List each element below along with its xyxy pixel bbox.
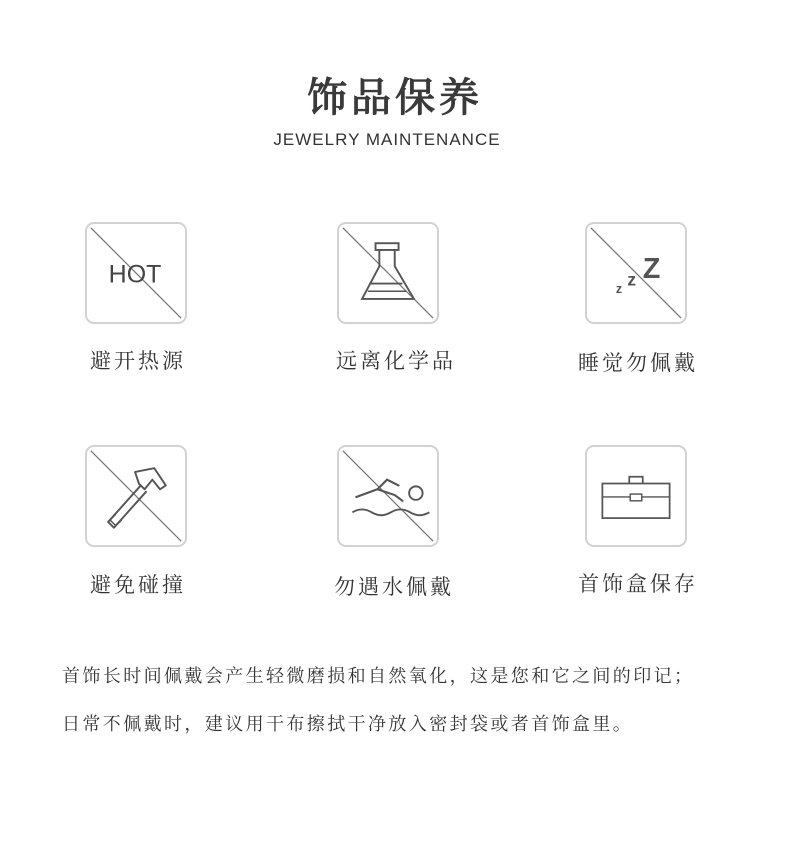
item-label-avoid-heat: 避开热源 [90, 349, 186, 373]
jewelry-box-icon [585, 445, 687, 547]
item-label-no-water: 勿遇水佩戴 [334, 575, 454, 599]
item-label-no-sleep-wearing: 睡觉勿佩戴 [578, 351, 698, 375]
sleep-zzz-icon [585, 222, 687, 324]
care-description-line-2: 日常不佩戴时，建议用干布擦拭干净放入密封袋或者首饰盒里。 [62, 714, 634, 735]
svg-text:z: z [627, 269, 636, 290]
item-label-avoid-collision: 避免碰撞 [90, 573, 186, 597]
hammer-icon [85, 445, 187, 547]
svg-text:Z: Z [642, 252, 661, 285]
page-subtitle: JEWELRY MAINTENANCE [273, 130, 501, 149]
page-title: 饰品保养 [307, 75, 483, 121]
svg-text:HOT: HOT [108, 260, 162, 289]
care-description-line-1: 首饰长时间佩戴会产生轻微磨损和自然氧化，这是您和它之间的印记； [62, 666, 695, 687]
hot-icon [85, 222, 187, 324]
flask-icon [337, 222, 439, 324]
swimming-icon [337, 445, 439, 547]
item-label-jewelry-box-storage: 首饰盒保存 [578, 572, 698, 596]
item-label-avoid-chemicals: 远离化学品 [336, 349, 456, 373]
svg-text:z: z [615, 282, 623, 297]
